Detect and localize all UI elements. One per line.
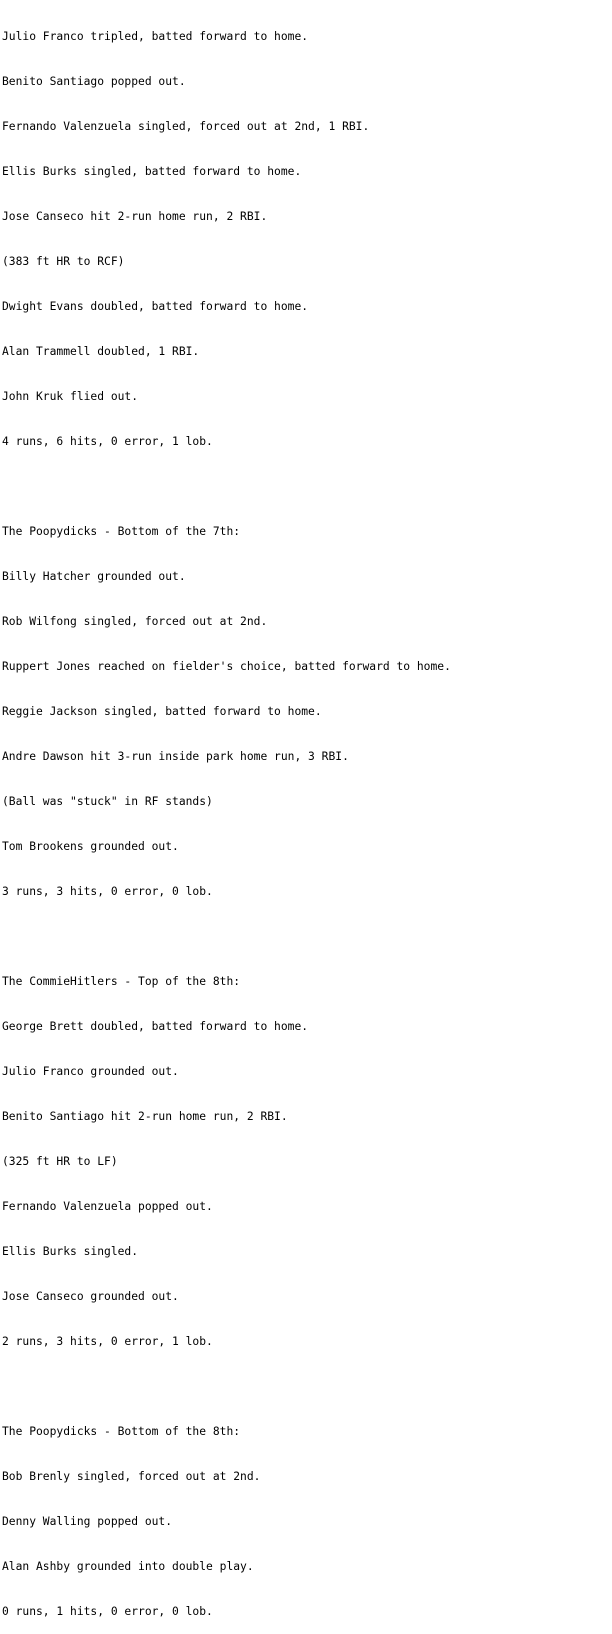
log-line: (Ball was "stuck" in RF stands) bbox=[2, 795, 213, 808]
log-line: Reggie Jackson singled, batted forward to home. bbox=[2, 705, 322, 718]
inning-header: The Poopydicks - Bottom of the 7th: bbox=[2, 525, 241, 538]
log-line: (383 ft HR to RCF) bbox=[2, 255, 125, 268]
log-line: Julio Franco tripled, batted forward to home. bbox=[2, 30, 309, 43]
inning-header: The Poopydicks - Bottom of the 8th: bbox=[2, 1425, 241, 1438]
log-line: Tom Brookens grounded out. bbox=[2, 840, 179, 853]
inning-header: The CommieHitlers - Top of the 8th: bbox=[2, 975, 241, 988]
game-log-text bbox=[2, 0, 451, 1634]
log-line: Ellis Burks singled. bbox=[2, 1245, 139, 1258]
log-line: Fernando Valenzuela popped out. bbox=[2, 1200, 213, 1213]
log-line: Alan Trammell doubled, 1 RBI. bbox=[2, 345, 200, 358]
log-line: Denny Walling popped out. bbox=[2, 1515, 173, 1528]
log-line: John Kruk flied out. bbox=[2, 390, 139, 403]
blank-line bbox=[2, 1379, 451, 1394]
log-line: Benito Santiago hit 2-run home run, 2 RBI. bbox=[2, 1110, 288, 1123]
log-line: Alan Ashby grounded into double play. bbox=[2, 1560, 254, 1573]
log-line: Rob Wilfong singled, forced out at 2nd. bbox=[2, 615, 268, 628]
inning-summary: 3 runs, 3 hits, 0 error, 0 lob. bbox=[2, 885, 213, 898]
log-line: Benito Santiago popped out. bbox=[2, 75, 186, 88]
blank-line bbox=[2, 929, 451, 944]
log-line: Fernando Valenzuela singled, forced out at 2nd, 1 RBI. bbox=[2, 120, 370, 133]
inning-summary: 4 runs, 6 hits, 0 error, 1 lob. bbox=[2, 435, 213, 448]
log-line: Jose Canseco grounded out. bbox=[2, 1290, 179, 1303]
log-line: Julio Franco grounded out. bbox=[2, 1065, 179, 1078]
log-line: Ruppert Jones reached on fielder's choice, batted forward to home. bbox=[2, 660, 451, 673]
log-line: Jose Canseco hit 2-run home run, 2 RBI. bbox=[2, 210, 268, 223]
log-line: Andre Dawson hit 3-run inside park home run, 3 RBI. bbox=[2, 750, 349, 763]
inning-summary: 0 runs, 1 hits, 0 error, 0 lob. bbox=[2, 1605, 213, 1618]
log-line: (325 ft HR to LF) bbox=[2, 1155, 118, 1168]
inning-summary: 2 runs, 3 hits, 0 error, 1 lob. bbox=[2, 1335, 213, 1348]
log-line: George Brett doubled, batted forward to home. bbox=[2, 1020, 309, 1033]
log-line: Ellis Burks singled, batted forward to home. bbox=[2, 165, 302, 178]
log-line: Bob Brenly singled, forced out at 2nd. bbox=[2, 1470, 261, 1483]
log-line: Billy Hatcher grounded out. bbox=[2, 570, 186, 583]
blank-line bbox=[2, 479, 451, 494]
log-line: Dwight Evans doubled, batted forward to home. bbox=[2, 300, 309, 313]
